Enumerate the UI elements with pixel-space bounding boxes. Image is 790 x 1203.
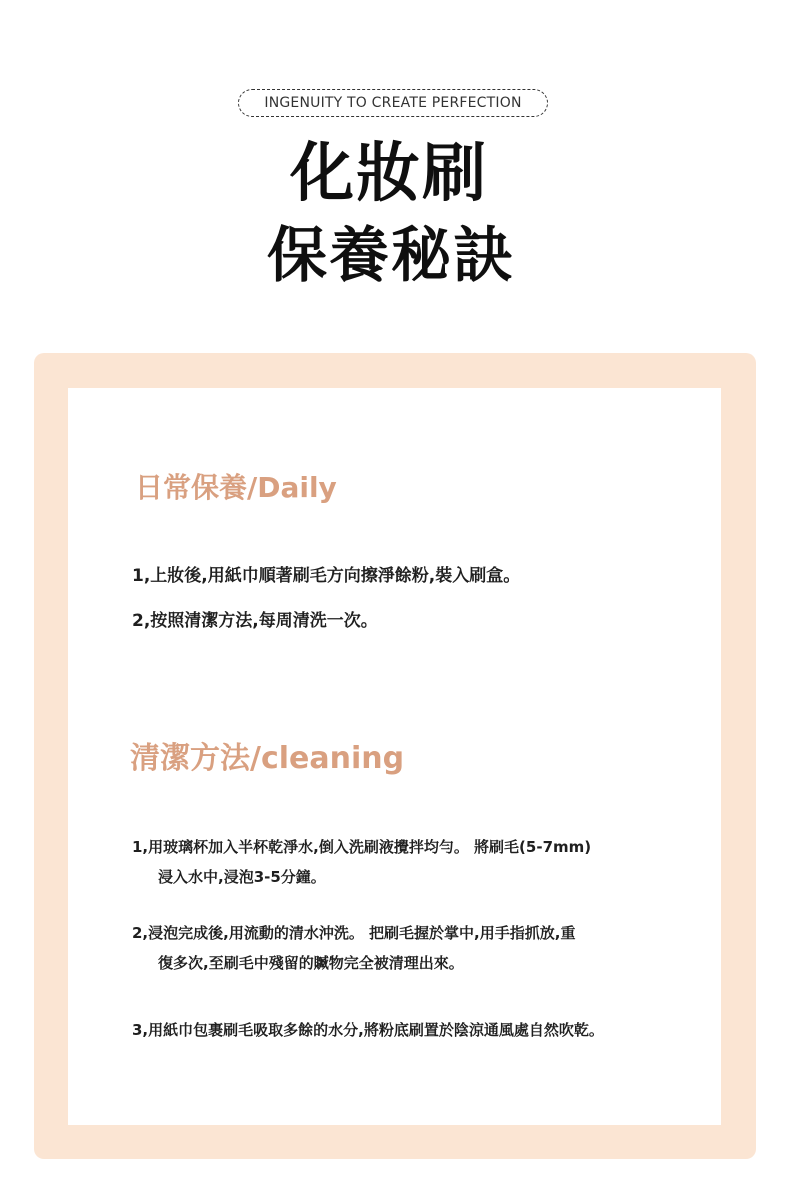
cleaning-item-1-line-1: 1,用玻璃杯加入半杯乾淨水,倒入洗刷液攪拌均勻。 將刷毛(5-7mm) [132, 838, 592, 856]
cleaning-item-1 [132, 836, 591, 888]
cleaning-section-title: 清潔方法/cleaning [130, 741, 405, 776]
cleaning-item-3 [132, 1019, 604, 1041]
tagline-badge [238, 89, 548, 117]
daily-section-title: 日常保養/Daily [135, 471, 337, 504]
page-title-line-1: 化妝刷 [290, 137, 488, 211]
content-panel [68, 388, 721, 1125]
cleaning-item-2-line-2: 復多次,至刷毛中殘留的贓物完全被清理出來。 [158, 954, 464, 972]
cleaning-item-3-line-1: 3,用紙巾包裹刷毛吸取多餘的水分,將粉底刷置於陰涼通風處自然吹乾。 [132, 1021, 604, 1039]
cleaning-item-1-line-2: 浸入水中,浸泡3-5分鐘。 [158, 868, 326, 886]
cleaning-item-2-line-1: 2,浸泡完成後,用流動的清水沖洗。 把刷毛握於掌中,用手指抓放,重 [132, 924, 576, 942]
tagline-text: INGENUITY TO CREATE PERFECTION [264, 95, 522, 111]
daily-item-1: 1,上妝後,用紙巾順著刷毛方向擦淨餘粉,裝入刷盒。 [132, 566, 521, 586]
daily-item-2: 2,按照清潔方法,每周清洗一次。 [132, 611, 378, 631]
page-title-line-2: 保養秘訣 [267, 221, 515, 291]
cleaning-item-2 [132, 922, 575, 974]
